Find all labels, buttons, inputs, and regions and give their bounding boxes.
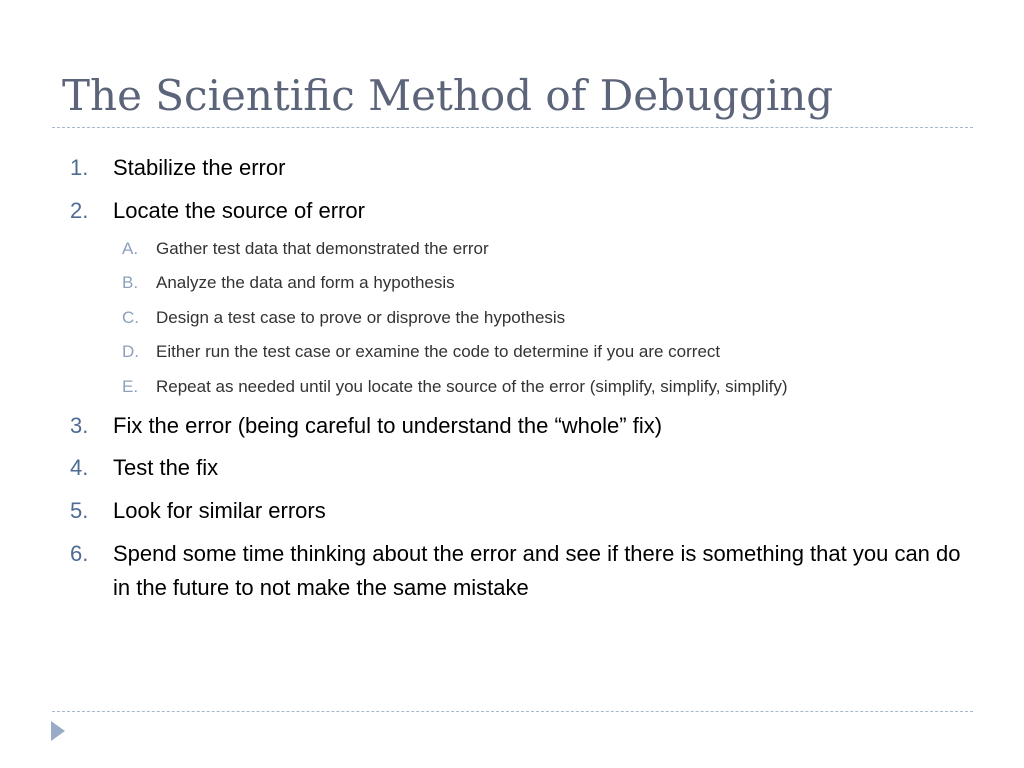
substep-letter: A. bbox=[122, 239, 139, 258]
footer-divider bbox=[52, 711, 973, 712]
substep-letter: D. bbox=[122, 342, 139, 361]
substep-text: Either run the test case or examine the code to determine if you are correct bbox=[156, 342, 721, 361]
step-text: Test the fix bbox=[113, 455, 219, 480]
step-text: Fix the error (being careful to understand the “whole” fix) bbox=[113, 413, 663, 438]
substep-text: Repeat as needed until you locate the source of the error (simplify, simplify, simplify) bbox=[156, 377, 788, 396]
substep-letter: C. bbox=[122, 308, 139, 327]
substep-text: Design a test case to prove or disprove the hypothesis bbox=[156, 308, 566, 327]
step-text: Look for similar errors bbox=[113, 498, 326, 523]
step-text: Locate the source of error bbox=[113, 198, 365, 223]
play-arrow-icon[interactable] bbox=[51, 721, 65, 741]
step-number: 2. bbox=[70, 198, 89, 223]
step-number: 3. bbox=[70, 413, 89, 438]
step-text: Stabilize the error bbox=[113, 155, 286, 180]
step-number: 5. bbox=[70, 498, 89, 523]
substep-letter: B. bbox=[122, 273, 139, 292]
step-number: 4. bbox=[70, 455, 89, 480]
substep-letter: E. bbox=[122, 377, 139, 396]
substep-text: Analyze the data and form a hypothesis bbox=[156, 273, 455, 292]
substep-text: Gather test data that demonstrated the error bbox=[156, 239, 489, 258]
step-number: 1. bbox=[70, 155, 89, 180]
step-number: 6. bbox=[70, 541, 89, 566]
slide-title: The Scientific Method of Debugging bbox=[62, 71, 834, 120]
step-text: Spend some time thinking about the error and see if there is something that you can do in the future to not make the same mistake bbox=[113, 541, 961, 600]
